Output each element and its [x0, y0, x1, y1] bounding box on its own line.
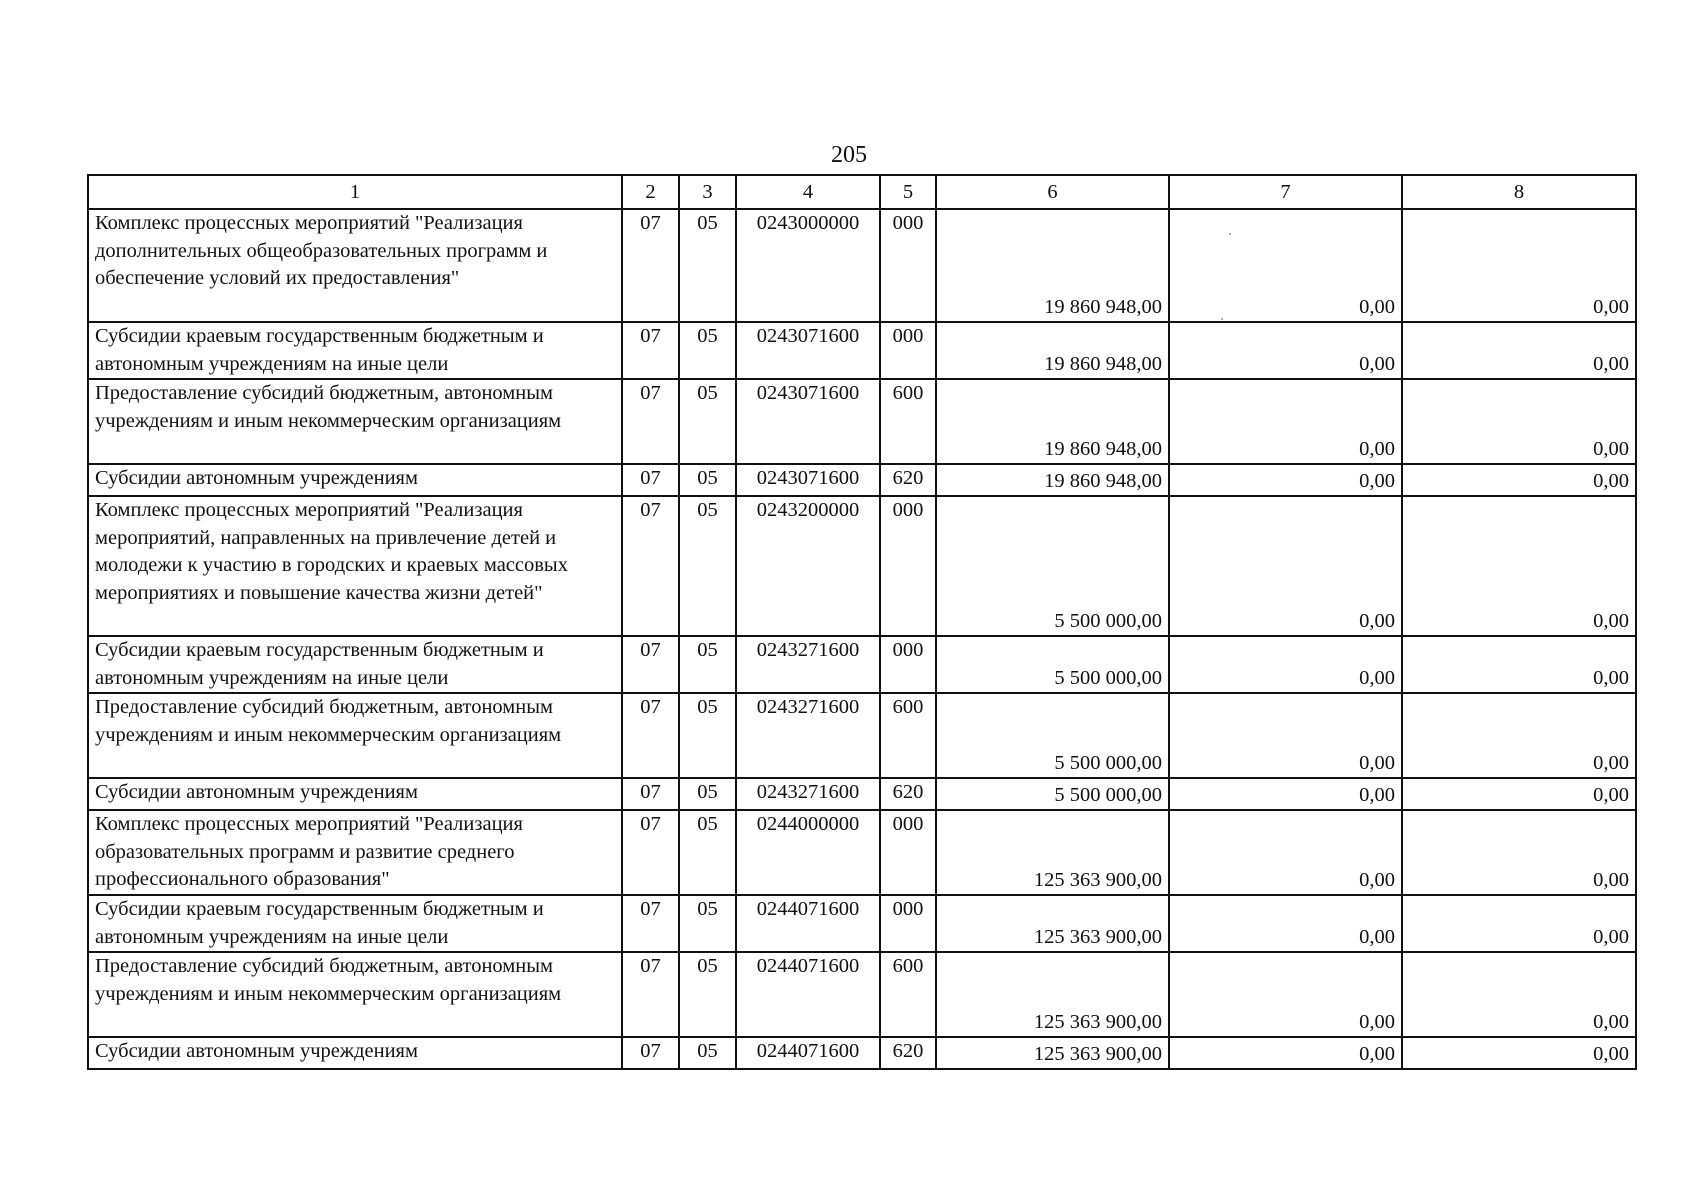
row-amount-cell: 0,00 [1169, 379, 1402, 464]
header-cell: 1 [88, 175, 622, 209]
row-subsection-cell: 05 [679, 496, 736, 636]
row-target-code-cell: 0243071600 [736, 379, 880, 464]
row-amount-cell: 19 860 948,00 [936, 322, 1169, 379]
row-amount-cell: 0,00 [1169, 810, 1402, 895]
row-target-code-cell: 0243271600 [736, 636, 880, 693]
table-row [88, 952, 1636, 1037]
row-subsection-cell: 05 [679, 636, 736, 693]
row-amount-cell: 19 860 948,00 [936, 464, 1169, 496]
row-section-cell: 07 [622, 1037, 679, 1069]
row-amount-cell: 0,00 [1402, 1037, 1636, 1069]
row-section-cell: 07 [622, 895, 679, 952]
row-amount-cell: 0,00 [1402, 464, 1636, 496]
row-amount-cell: 0,00 [1169, 636, 1402, 693]
row-section-cell: 07 [622, 379, 679, 464]
row-name-cell: Предоставление субсидий бюджетным, автономным учреждениям и иным некоммерческим организациям [88, 693, 622, 778]
row-amount-cell: 0,00 [1402, 693, 1636, 778]
row-name-cell: Субсидии краевым государственным бюджетным и автономным учреждениям на иные цели [88, 895, 622, 952]
row-expense-type-cell: 620 [880, 1037, 936, 1069]
row-target-code-cell: 0244000000 [736, 810, 880, 895]
row-target-code-cell: 0244071600 [736, 1037, 880, 1069]
table-row [88, 209, 1636, 322]
row-name-cell: Комплекс процессных мероприятий "Реализация дополнительных общеобразовательных программ и обеспечение условий их предоставления" [88, 209, 622, 322]
header-cell: 6 [936, 175, 1169, 209]
row-section-cell: 07 [622, 693, 679, 778]
table-row [88, 778, 1636, 810]
row-name-cell: Субсидии автономным учреждениям [88, 1037, 622, 1069]
row-name-cell: Предоставление субсидий бюджетным, автономным учреждениям и иным некоммерческим организациям [88, 952, 622, 1037]
row-amount-cell: 125 363 900,00 [936, 810, 1169, 895]
table-body [88, 209, 1636, 1069]
row-expense-type-cell: 000 [880, 322, 936, 379]
row-subsection-cell: 05 [679, 1037, 736, 1069]
row-amount-cell: 0,00 [1169, 464, 1402, 496]
row-amount-cell: 125 363 900,00 [936, 1037, 1169, 1069]
row-section-cell: 07 [622, 464, 679, 496]
row-target-code-cell: 0243271600 [736, 693, 880, 778]
row-name-cell: Субсидии автономным учреждениям [88, 778, 622, 810]
scan-speck [1229, 233, 1231, 235]
row-amount-cell: 19 860 948,00 [936, 379, 1169, 464]
row-expense-type-cell: 620 [880, 464, 936, 496]
row-subsection-cell: 05 [679, 810, 736, 895]
row-expense-type-cell: 600 [880, 379, 936, 464]
row-amount-cell: 0,00 [1169, 693, 1402, 778]
row-amount-cell: 0,00 [1169, 895, 1402, 952]
row-amount-cell: 5 500 000,00 [936, 636, 1169, 693]
row-target-code-cell: 0243071600 [736, 322, 880, 379]
table-row [88, 322, 1636, 379]
row-amount-cell: 0,00 [1402, 810, 1636, 895]
row-amount-cell: 125 363 900,00 [936, 895, 1169, 952]
row-amount-cell: 0,00 [1169, 322, 1402, 379]
row-amount-cell: 19 860 948,00 [936, 209, 1169, 322]
row-name-cell: Субсидии автономным учреждениям [88, 464, 622, 496]
row-section-cell: 07 [622, 322, 679, 379]
row-amount-cell: 0,00 [1169, 952, 1402, 1037]
row-target-code-cell: 0243271600 [736, 778, 880, 810]
row-section-cell: 07 [622, 209, 679, 322]
row-name-cell: Субсидии краевым государственным бюджетным и автономным учреждениям на иные цели [88, 322, 622, 379]
row-amount-cell: 0,00 [1402, 952, 1636, 1037]
row-section-cell: 07 [622, 778, 679, 810]
row-name-cell: Комплекс процессных мероприятий "Реализация мероприятий, направленных на привлечение детей и молодежи к участию в городских и краевых массовых мероприятиях и повышение качества жизни детей" [88, 496, 622, 636]
row-expense-type-cell: 600 [880, 952, 936, 1037]
row-subsection-cell: 05 [679, 693, 736, 778]
row-amount-cell: 0,00 [1402, 379, 1636, 464]
page-number: 205 [831, 142, 867, 168]
row-target-code-cell: 0243071600 [736, 464, 880, 496]
row-target-code-cell: 0243200000 [736, 496, 880, 636]
header-cell: 3 [679, 175, 736, 209]
row-amount-cell: 5 500 000,00 [936, 693, 1169, 778]
header-cell: 8 [1402, 175, 1636, 209]
row-amount-cell: 0,00 [1169, 209, 1402, 322]
row-expense-type-cell: 600 [880, 693, 936, 778]
row-section-cell: 07 [622, 810, 679, 895]
row-amount-cell: 0,00 [1402, 636, 1636, 693]
header-cell: 7 [1169, 175, 1402, 209]
row-subsection-cell: 05 [679, 895, 736, 952]
row-amount-cell: 0,00 [1402, 209, 1636, 322]
table-row [88, 693, 1636, 778]
header-cell: 4 [736, 175, 880, 209]
row-expense-type-cell: 000 [880, 895, 936, 952]
row-amount-cell: 0,00 [1169, 496, 1402, 636]
scan-speck [1221, 318, 1223, 320]
row-name-cell: Комплекс процессных мероприятий "Реализация образовательных программ и развитие среднего профессионального образования" [88, 810, 622, 895]
row-expense-type-cell: 000 [880, 496, 936, 636]
table-row [88, 895, 1636, 952]
table-row [88, 636, 1636, 693]
row-subsection-cell: 05 [679, 322, 736, 379]
row-amount-cell: 0,00 [1402, 895, 1636, 952]
row-subsection-cell: 05 [679, 379, 736, 464]
row-target-code-cell: 0244071600 [736, 895, 880, 952]
row-amount-cell: 0,00 [1169, 778, 1402, 810]
row-amount-cell: 0,00 [1169, 1037, 1402, 1069]
row-amount-cell: 0,00 [1402, 322, 1636, 379]
table-row [88, 810, 1636, 895]
row-target-code-cell: 0243000000 [736, 209, 880, 322]
header-cell: 2 [622, 175, 679, 209]
row-target-code-cell: 0244071600 [736, 952, 880, 1037]
row-subsection-cell: 05 [679, 464, 736, 496]
row-expense-type-cell: 620 [880, 778, 936, 810]
budget-table [87, 174, 1637, 1070]
row-subsection-cell: 05 [679, 778, 736, 810]
row-amount-cell: 5 500 000,00 [936, 496, 1169, 636]
row-amount-cell: 125 363 900,00 [936, 952, 1169, 1037]
row-section-cell: 07 [622, 496, 679, 636]
row-expense-type-cell: 000 [880, 209, 936, 322]
row-name-cell: Субсидии краевым государственным бюджетным и автономным учреждениям на иные цели [88, 636, 622, 693]
header-cell: 5 [880, 175, 936, 209]
row-subsection-cell: 05 [679, 209, 736, 322]
row-section-cell: 07 [622, 636, 679, 693]
row-amount-cell: 0,00 [1402, 778, 1636, 810]
row-expense-type-cell: 000 [880, 636, 936, 693]
table-row [88, 496, 1636, 636]
row-amount-cell: 5 500 000,00 [936, 778, 1169, 810]
row-expense-type-cell: 000 [880, 810, 936, 895]
row-section-cell: 07 [622, 952, 679, 1037]
table-row [88, 1037, 1636, 1069]
row-subsection-cell: 05 [679, 952, 736, 1037]
table-row [88, 379, 1636, 464]
row-amount-cell: 0,00 [1402, 496, 1636, 636]
row-name-cell: Предоставление субсидий бюджетным, автономным учреждениям и иным некоммерческим организациям [88, 379, 622, 464]
table-row [88, 464, 1636, 496]
header-row [88, 175, 1636, 209]
